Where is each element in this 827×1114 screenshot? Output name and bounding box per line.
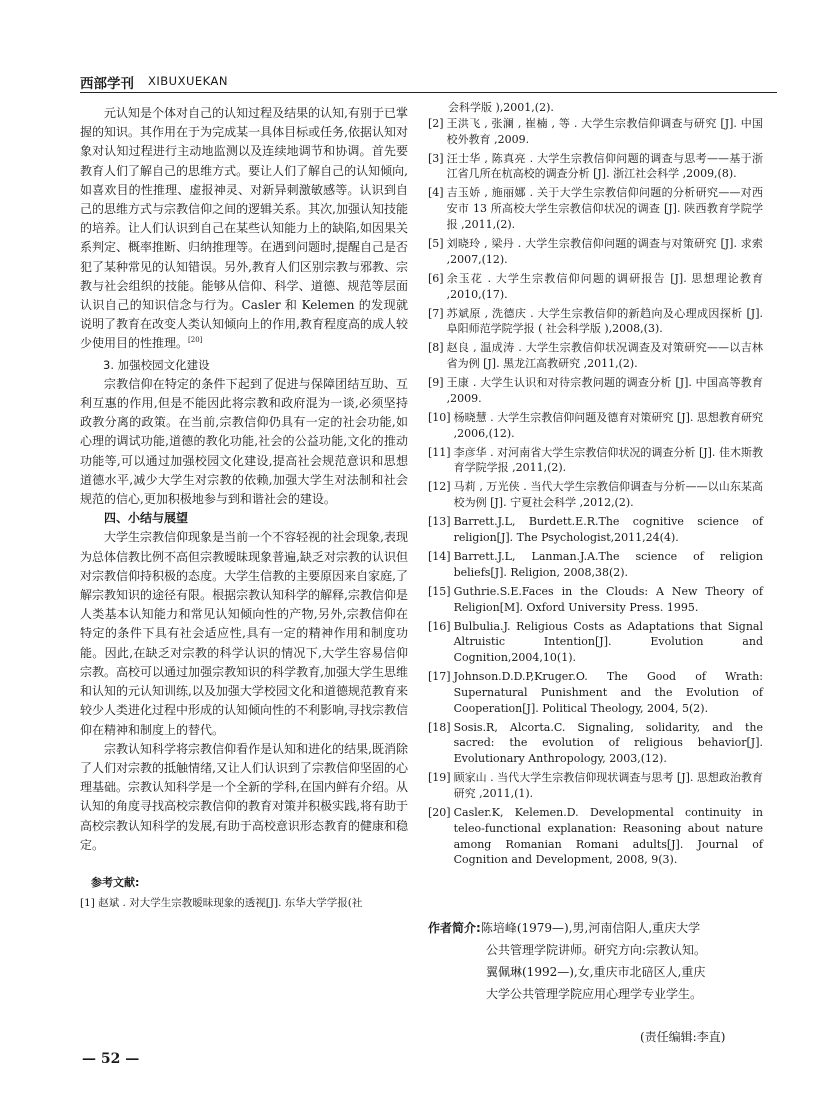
subsection-heading-3: 3. 加强校园文化建设 (103, 357, 210, 372)
citation-20: [20] (188, 336, 203, 345)
running-header (80, 70, 777, 93)
reference-item: [5] 刘晓玲 , 梁丹 . 大学生宗教信仰问题的调查与对策研究 [J]. 求索 ,2007,(12). (428, 236, 763, 266)
reference-1: [1] 赵斌 . 对大学生宗教暧昧现象的透视[J]. 东华大学学报(社 (80, 897, 363, 910)
author-bio-label: 作者简介: (428, 921, 481, 935)
reference-item: [10] 杨晓慧 . 大学生宗教信仰问题及德育对策研究 [J]. 思想教育研究 ,2006,(12). (428, 410, 763, 440)
paragraph-summary: 大学生宗教信仰现象是当前一个不容轻视的社会现象,表现为总体信教比例不高但宗教暧昧现象普遍,缺乏对宗教的认识但对宗教信仰持积极的态度。大学生信教的主要原因来自家庭,了解宗教知识的途径有限。根据宗教认知科学的解释,宗教信仰是人类基本认知能力和常见认知倾向性的产物,另外,宗教信仰在特定的条件下具有社会适应性,具有一定的精神作用和制度功能。因此,在缺乏对宗教的科学认识的情况下,大学生容易信仰宗教。高校可以通过加强宗教知识的科学教育,加强大学生思维和认知的元认知训练,以及加强大学校园文化和道德规范教育来较少人类进化过程中形成的认知倾向性的不利影响,寻找宗教信仰在精神和制度上的替代。 (80, 530, 408, 737)
reference-item: [13] Barrett.J.L, Burdett.E.R.The cognitive science of religion[J]. The Psychologist,2011,24(4). (428, 515, 763, 544)
reference-item: [12] 马莉 , 万光侠 . 当代大学生宗教信仰调查与分析——以山东某高校为例 [J]. 宁夏社会科学 ,2012,(2). (428, 480, 763, 510)
section-heading-4: 四、小结与展望 (104, 511, 189, 526)
reference-item: [20] Casler.K, Kelemen.D. Developmental continuity in teleo-functional explanation: Reasoning about nature among Romanian Romani adults[J]. Journal of Cognition and Development, 2008, 9(3). (428, 806, 763, 867)
author-bio-line: 翼佩琳(1992—),女,重庆市北碚区人,重庆 (486, 965, 706, 979)
left-column (80, 104, 408, 911)
reference-item: [8] 赵良 , 温成涛 . 大学生宗教信仰状况调查及对策研究——以吉林省为例 [J]. 黑龙江高教研究 ,2011,(2). (428, 341, 763, 371)
reference-list (428, 116, 763, 868)
reference-item: [14] Barrett.J.L, Lanman.J.A.The science of religion beliefs[J]. Religion, 2008,38(2). (428, 549, 763, 579)
author-bio (428, 917, 768, 1005)
paragraph-outlook: 宗教认知科学将宗教信仰看作是认知和进化的结果,既消除了人们对宗教的抵触情绪,又让人们认识到了宗教信仰坚固的心理基础。宗教认知科学是一个全新的学科,在国内鲜有介绍。从认知的角度寻找高校宗教信仰的教育对策并积极实践,将有助于高校宗教认知科学的发展,有助于高校意识形态教育的健康和稳定。 (80, 741, 408, 852)
references-title: 参考文献: (91, 875, 140, 889)
reference-item: [7] 苏斌原 , 洗德庆 . 大学生宗教信仰的新趋向及心理成因探析 [J]. 阜阳师范学院学报 ( 社会科学版 ),2008,(3). (428, 306, 763, 336)
right-column (428, 100, 763, 871)
reference-item: [4] 吉玉娇 , 施丽娜 . 关于大学生宗教信仰问题的分析研究——对西安市 13 所高校大学生宗教信仰状况的调查 [J]. 陕西教育学院学报 ,2011,(2). (428, 186, 763, 231)
author-bio-line: 公共管理学院讲师。研究方向:宗教认知。 (486, 943, 707, 957)
paragraph-campus-culture: 宗教信仰在特定的条件下起到了促进与保障团结互助、互利互惠的作用,但是不能因此将宗教和政府混为一谈,必须坚持政教分离的政策。在当前,宗教信仰仍具有一定的社会功能,如心理的调试功能,道德的教化功能,社会的公益功能,文化的推动功能等,可以通过加强校园文化建设,提高社会规范意识和思想道德水平,减少大学生对宗教的依赖,加强大学生对法制和社会规范的信心,更加积极地参与到和谐社会的建设。 (80, 376, 408, 507)
reference-item: [3] 汪士华 , 陈真亮 . 大学生宗教信仰问题的调查与思考——基于浙江省几所在杭高校的调查分析 [J]. 浙江社会科学 ,2009,(8). (428, 151, 763, 181)
reference-item: [18] Sosis.R, Alcorta.C. Signaling, solidarity, and the sacred: the evolution of religious behavior[J]. Evolutionary Anthropology, 2003,(12). (428, 720, 763, 766)
reference-item: [2] 王洪飞 , 张澜 , 崔楠 , 等 . 大学生宗教信仰调查与研究 [J]. 中国校外教育 ,2009. (428, 116, 763, 146)
paragraph-metacognition: 元认知是个体对自己的认知过程及结果的认知,有别于已掌握的知识。其作用在于为完成某一具体目标或任务,依据认知对象对认知过程进行主动地监测以及连续地调节和协调。首先要教育人们了解自己的思维方式。要让人们了解自己的认知倾向,如喜欢目的性推理、虚报神灵、对新异刺激敏感等。认识到自己的思维方式与宗教信仰之间的逻辑关系。其次,加强认知技能的培养。让人们认识到自己在某些认知能力上的缺陷,如因果关系判定、概率推断、归纳推理等。在遇到问题时,提醒自己是否犯了某种常见的认知错误。另外,教育人们区别宗教与邪教、宗教与社会组织的技能。能够从信仰、科学、道德、规范等层面认识自己的知识信念与行为。Casler 和 Kelemen 的发现就说明了教育在改变人类认知倾向上的作用,教育程度高的成人较少使用目的性推理。[20] (80, 106, 408, 351)
reference-item: [11] 李彦华 . 对河南省大学生宗教信仰状况的调查分析 [J]. 佳木斯教育学院学报 ,2011,(2). (428, 445, 763, 475)
reference-item: [17] Johnson.D.D.P,Kruger.O. The Good of Wrath: Supernatural Punishment and the Evolution of Cooperation[J]. Political Theology, 2004, 5(2). (428, 670, 763, 715)
author-bio-line: 大学公共管理学院应用心理学专业学生。 (486, 987, 703, 1001)
journal-name: 西部学刊 (80, 76, 134, 92)
reference-item: [6] 余玉花 . 大学生宗教信仰问题的调研报告 [J]. 思想理论教育 ,2010,(17). (428, 271, 763, 301)
journal-pinyin: XIBUXUEKAN (148, 74, 228, 88)
reference-item: [16] Bulbulia.J. Religious Costs as Adaptations that Signal Altruistic Intention[J]. Evolution and Cognition,2004,10(1). (428, 619, 763, 665)
page-number: — 52 — (82, 1051, 140, 1067)
author-bio-line: 陈培峰(1979—),男,河南信阳人,重庆大学 (480, 921, 701, 935)
responsible-editor: (责任编辑:李直) (640, 1030, 726, 1044)
reference-1-continued: 会科学版 ),2001,(2). (448, 101, 554, 114)
reference-item: [9] 王康 . 大学生认识和对待宗教问题的调查分析 [J]. 中国高等教育 ,2009. (428, 376, 763, 405)
reference-item: [19] 顾家山 . 当代大学生宗教信仰现状调查与思考 [J]. 思想政治教育研究 ,2011,(1). (428, 771, 763, 801)
reference-item: [15] Guthrie.S.E.Faces in the Clouds: A New Theory of Religion[M]. Oxford University Press. 1995. (428, 584, 763, 614)
